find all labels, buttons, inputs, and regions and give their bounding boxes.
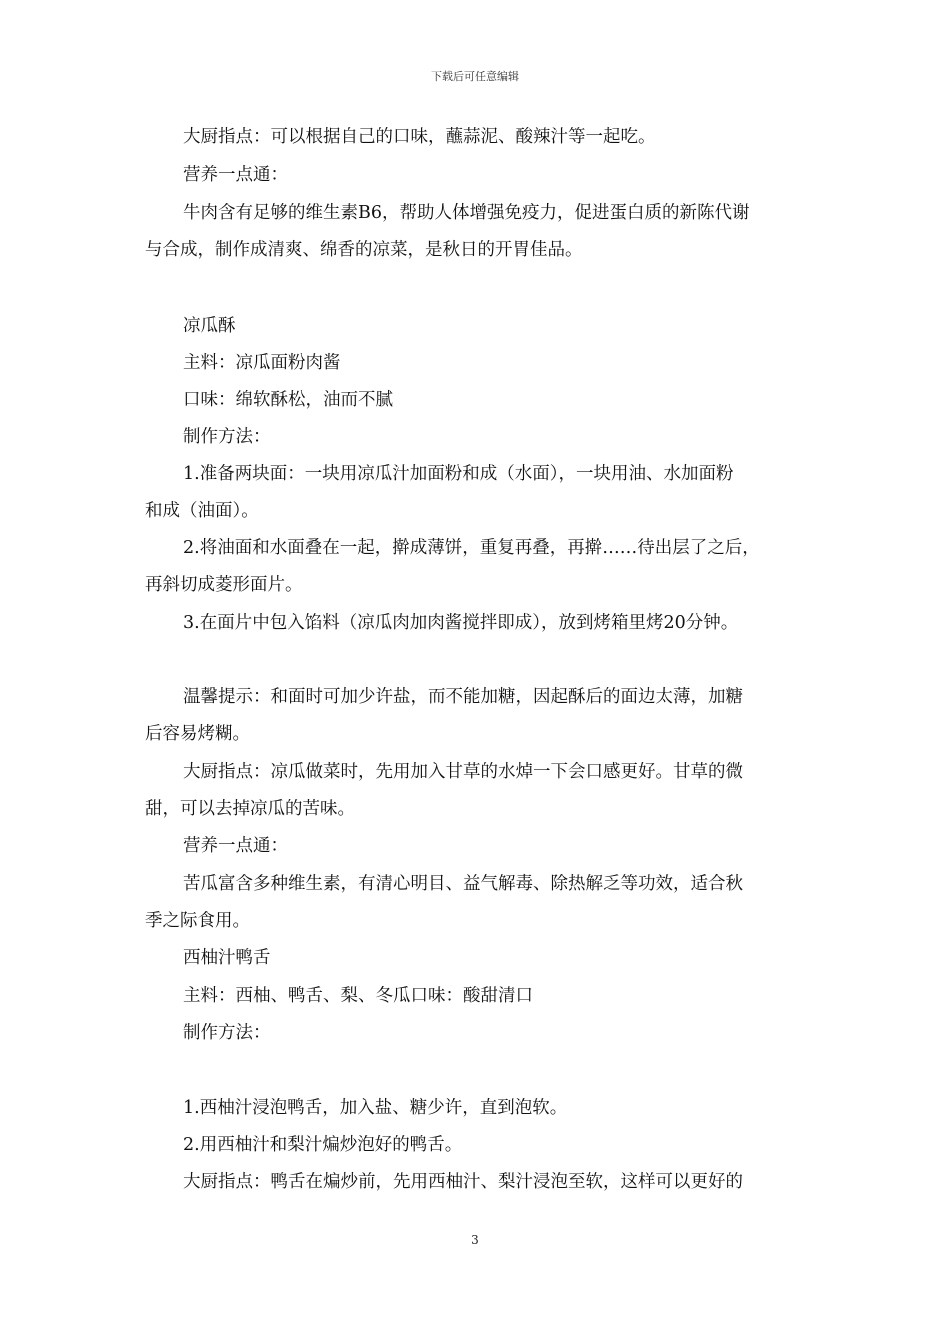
paragraph-line: 主料：凉瓜面粉肉酱 <box>183 353 341 373</box>
paragraph-line: 1.西柚汁浸泡鸭舌，加入盐、糖少许，直到泡软。 <box>183 1098 568 1118</box>
paragraph-line: 1.准备两块面：一块用凉瓜汁加面粉和成（水面），一块用油、水加面粉 <box>183 464 734 484</box>
paragraph-line: 2.将油面和水面叠在一起，擀成薄饼，重复再叠，再擀……待出层了之后， <box>183 538 760 558</box>
paragraph-line: 季之际食用。 <box>145 911 250 931</box>
page-number: 3 <box>471 1233 479 1247</box>
paragraph-line: 苦瓜富含多种维生素，有清心明目、益气解毒、除热解乏等功效，适合秋 <box>183 874 743 894</box>
paragraph-line: 甜，可以去掉凉瓜的苦味。 <box>145 799 355 819</box>
paragraph-line: 口味：绵软酥松，油而不腻 <box>183 390 393 410</box>
paragraph-line: 再斜切成菱形面片。 <box>145 575 303 595</box>
paragraph-line: 大厨指点：鸭舌在煸炒前，先用西柚汁、梨汁浸泡至软，这样可以更好的 <box>183 1172 743 1192</box>
paragraph-line: 牛肉含有足够的维生素B6，帮助人体增强免疫力，促进蛋白质的新陈代谢 <box>183 203 750 223</box>
page-header: 下载后可任意编辑 <box>431 70 519 83</box>
recipe-title: 西柚汁鸭舌 <box>183 948 271 968</box>
paragraph-line: 营养一点通： <box>183 836 288 856</box>
paragraph-line: 制作方法： <box>183 1023 271 1043</box>
paragraph-line: 大厨指点：凉瓜做菜时，先用加入甘草的水焯一下会口感更好。甘草的微 <box>183 762 743 782</box>
paragraph-line: 3.在面片中包入馅料（凉瓜肉加肉酱搅拌即成），放到烤箱里烤20分钟。 <box>183 613 739 633</box>
paragraph-line: 后容易烤糊。 <box>145 724 250 744</box>
paragraph-line: 制作方法： <box>183 427 271 447</box>
paragraph-line: 与合成，制作成清爽、绵香的凉菜，是秋日的开胃佳品。 <box>145 240 583 260</box>
paragraph-line: 2.用西柚汁和梨汁煸炒泡好的鸭舌。 <box>183 1135 463 1155</box>
paragraph-line: 温馨提示：和面时可加少许盐，而不能加糖，因起酥后的面边太薄，加糖 <box>183 687 743 707</box>
paragraph-line: 主料：西柚、鸭舌、梨、冬瓜口味：酸甜清口 <box>183 986 533 1006</box>
paragraph-line: 大厨指点：可以根据自己的口味，蘸蒜泥、酸辣汁等一起吃。 <box>183 127 656 147</box>
paragraph-line: 和成（油面）。 <box>145 501 259 521</box>
paragraph-line: 营养一点通： <box>183 165 288 185</box>
recipe-title: 凉瓜酥 <box>183 316 236 336</box>
